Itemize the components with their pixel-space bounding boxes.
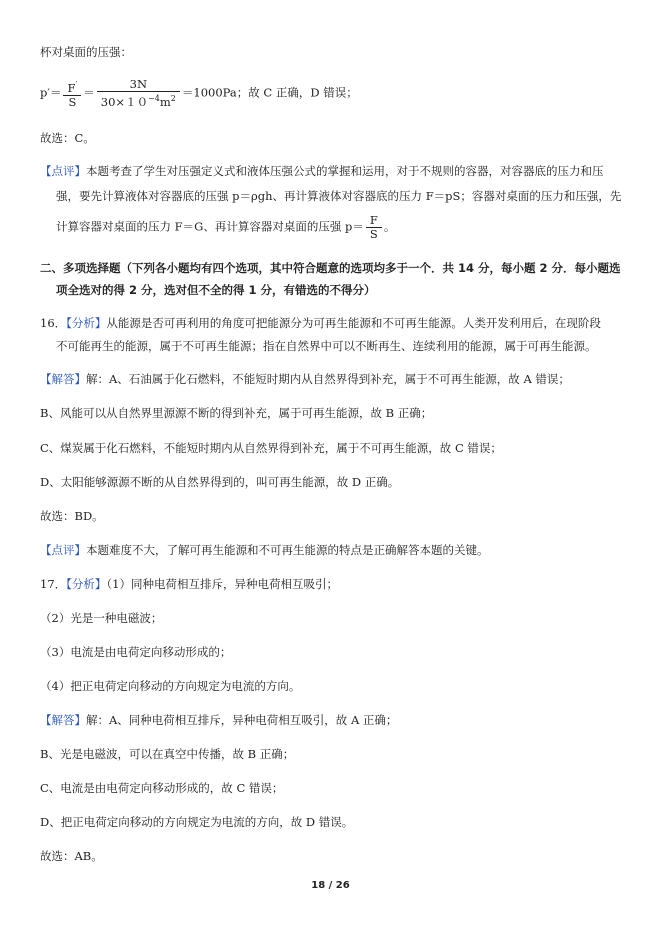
- formula-lhs: p′＝: [40, 85, 62, 100]
- solution-line: D、太阳能够源源不断的从自然界得到的，叫可再生能源，故 D 正确。: [40, 475, 400, 489]
- fraction-f-over-s: $\frac{F'}{S}$: [63, 78, 81, 109]
- fraction-f-over-s: $\frac{F}{S}$: [366, 214, 382, 241]
- analysis-tag: 【分析】: [66, 316, 107, 330]
- question-17-analysis: 17．【分析】（1）同种电荷相互排斥，异种电荷相互吸引；: [40, 577, 338, 591]
- analysis-line: （4）把正电荷定向移动的方向规定为电流的方向。: [40, 679, 301, 693]
- section-heading: 项全选对的得 2 分，选对但不全的得 1 分，有错选的不得分）: [56, 283, 376, 297]
- analysis-tag: 【分析】: [66, 577, 107, 591]
- review-block: 【点评】本题难度不大，了解可再生能源和不可再生能源的特点是正确解答本题的关键。: [40, 543, 489, 557]
- review-line: 强，要先计算液体对容器底的压强 p＝ρgh、再计算液体对容器底的压力 F＝pS；容器对桌面的压力和压强，先: [56, 189, 622, 203]
- answer-choice: 故选：BD。: [40, 509, 104, 523]
- solution-line: 【解答】解：A、石油属于化石燃料，不能短时期内从自然界得到补充，属于不可再生能源，故 A 错误；: [40, 372, 570, 386]
- answer-choice: 故选：C。: [40, 131, 95, 145]
- text-line: 杯对桌面的压强：: [40, 45, 132, 59]
- review-tag: 【点评】: [40, 543, 86, 557]
- solution-line: D、把正电荷定向移动的方向规定为电流的方向，故 D 错误。: [40, 815, 354, 829]
- page-number: 18 / 26: [311, 880, 350, 891]
- analysis-line: 不可能再生的能源，属于不可再生能源；指在自然界中可以不断再生、连续利用的能源，属于可再生能源。: [56, 339, 597, 353]
- formula-result: ＝1000Pa；故 C 正确，D 错误；: [181, 85, 358, 100]
- question-16-analysis: 16．【分析】从能源是否可再利用的角度可把能源分为可再生能源和不可再生能源。人类开发利用后，在现阶段: [40, 316, 601, 330]
- review-tag: 【点评】: [40, 164, 86, 178]
- question-number: 17．: [40, 577, 67, 591]
- analysis-line: （2）光是一种电磁波；: [40, 611, 163, 625]
- solution-line: C、电流是由电荷定向移动形成的，故 C 错误；: [40, 781, 284, 795]
- pressure-formula: [40, 78, 358, 109]
- solution-line: B、风能可以从自然界里源源不断的得到补充，属于可再生能源，故 B 正确；: [40, 406, 433, 420]
- answer-choice: 故选：AB。: [40, 849, 103, 863]
- solution-line: 【解答】解：A、同种电荷相互排斥，异种电荷相互吸引，故 A 正确；: [40, 713, 398, 727]
- solution-tag: 【解答】: [40, 713, 86, 727]
- review-block: 【点评】本题考查了学生对压强定义式和液体压强公式的掌握和运用，对于不规则的容器，对容器底的压力和压: [40, 164, 604, 178]
- review-line: 计算容器对桌面的压力 F＝G、再计算容器对桌面的压强 p＝ $\frac{F}{S}$ 。: [56, 213, 396, 241]
- solution-tag: 【解答】: [40, 372, 86, 386]
- fraction-values: $\frac{3N}{30\times 10^{-4}m^2}$: [97, 78, 180, 109]
- solution-line: B、光是电磁波，可以在真空中传播，故 B 正确；: [40, 747, 295, 761]
- question-number: 16．: [40, 316, 67, 330]
- analysis-line: （3）电流是由电荷定向移动形成的；: [40, 645, 232, 659]
- solution-line: C、煤炭属于化石燃料，不能短时期内从自然界得到补充，属于不可再生能源，故 C 错误；: [40, 441, 502, 455]
- section-heading: 二、多项选择题（下列各小题均有四个选项，其中符合题意的选项均多于一个．共 14 分，每小题 2 分．每小题选: [40, 261, 621, 275]
- formula-equals: ＝: [83, 85, 95, 100]
